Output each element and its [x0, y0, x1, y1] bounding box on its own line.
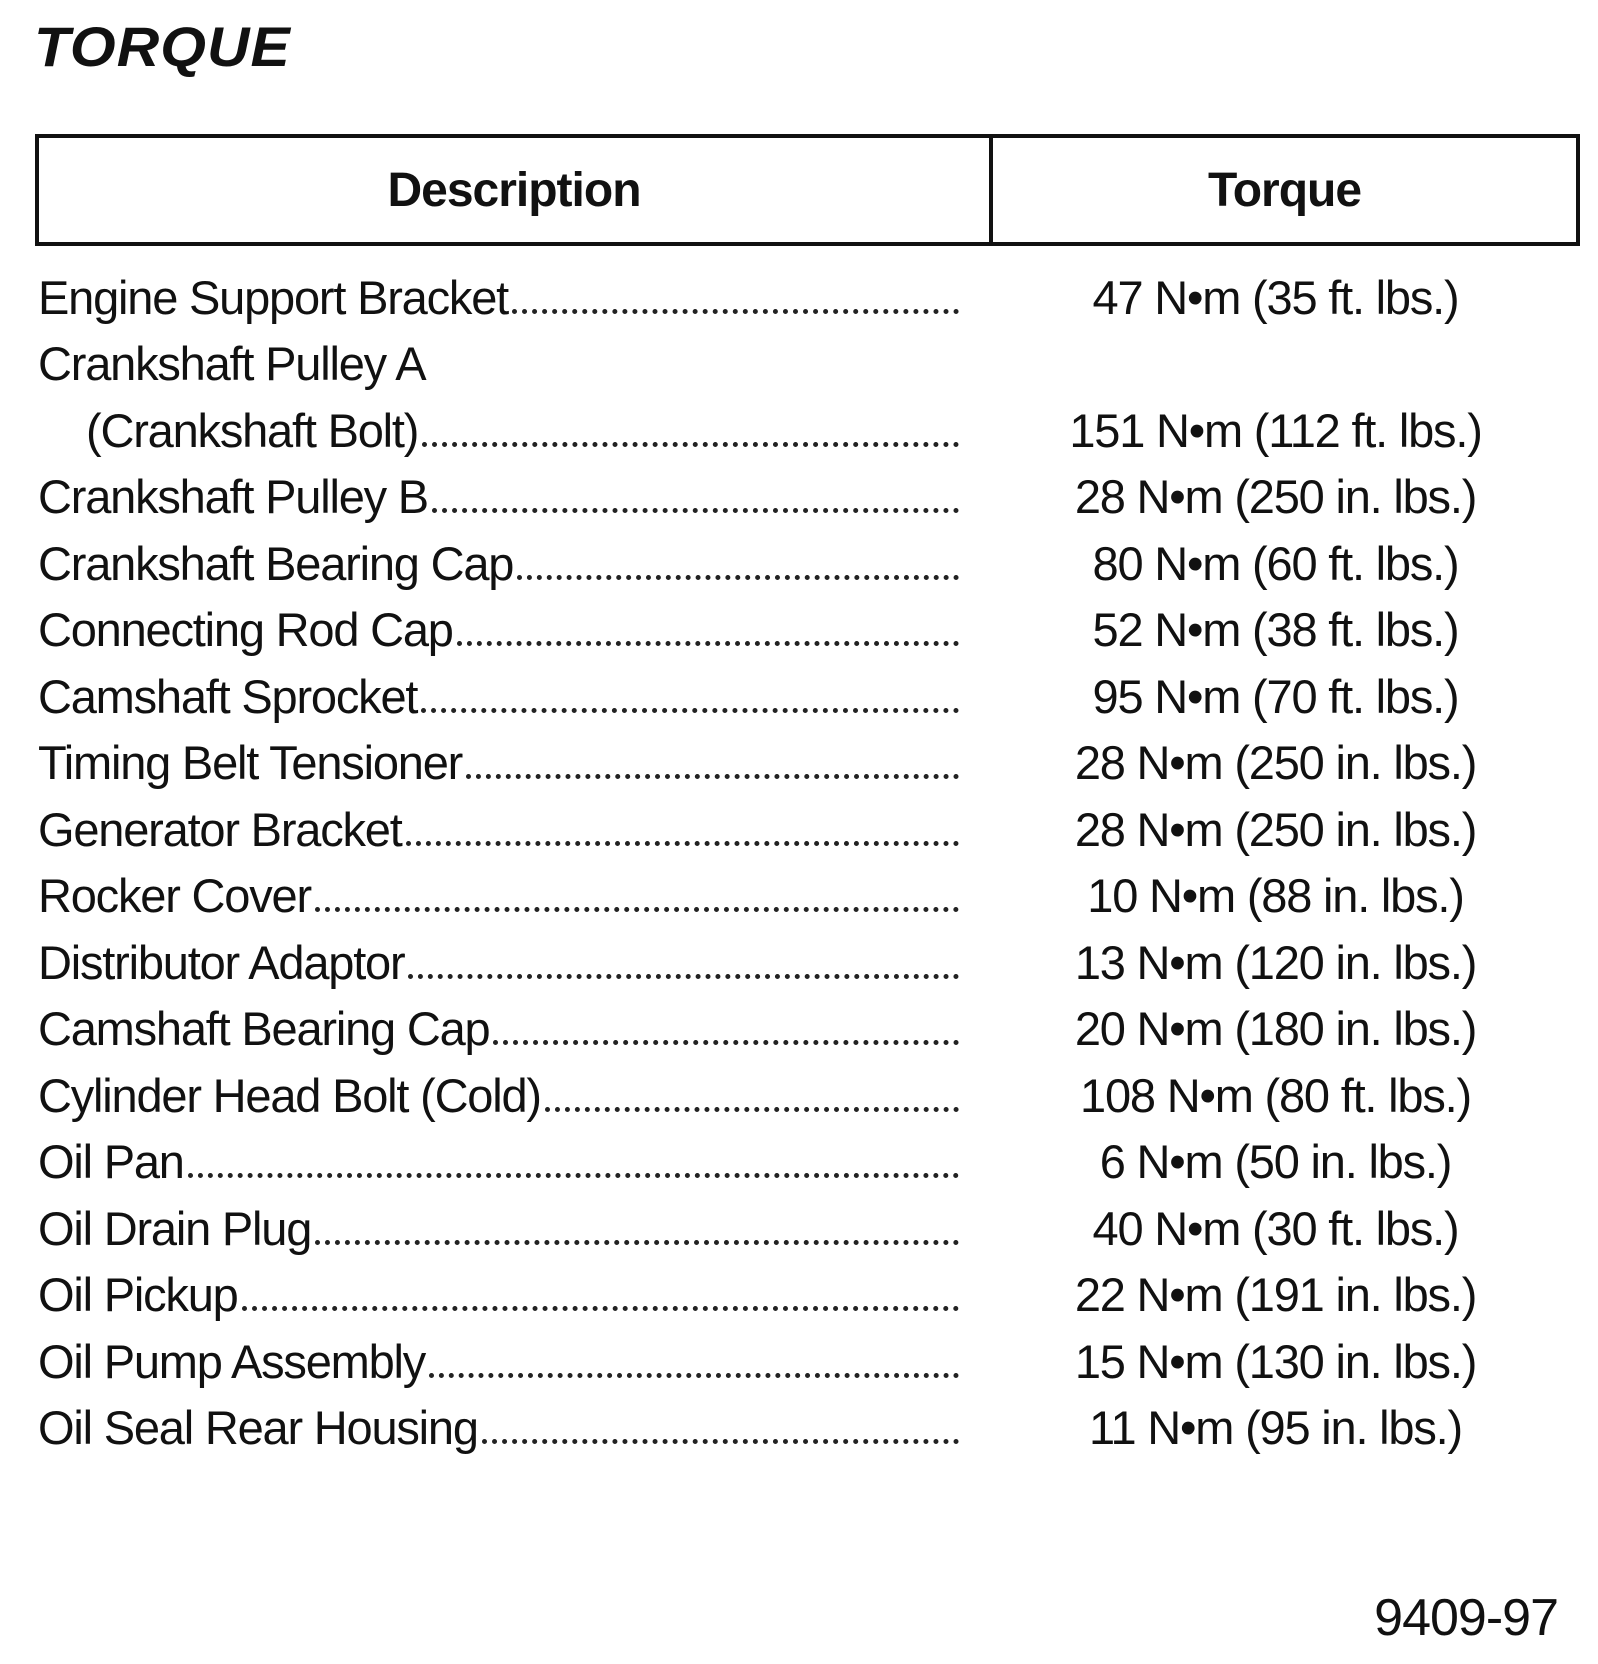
row-torque: 28 N•m (250 in. lbs.) [1074, 736, 1477, 790]
torque-table-body [38, 264, 1578, 1461]
dot-leader [482, 1439, 959, 1444]
table-row [38, 597, 1578, 664]
row-description: Camshaft Sprocket [38, 669, 418, 723]
row-description: Oil Pickup [38, 1268, 238, 1322]
table-row [38, 730, 1578, 797]
table-row [38, 530, 1578, 597]
row-description-cell [38, 536, 963, 591]
row-description-cell [38, 802, 963, 857]
row-description: Oil Drain Plug [38, 1201, 312, 1255]
row-torque: 108 N•m (80 ft. lbs.) [1080, 1068, 1471, 1122]
table-row [38, 1262, 1578, 1329]
row-torque: 40 N•m (30 ft. lbs.) [1092, 1201, 1459, 1255]
row-description: Crankshaft Pulley B [38, 470, 428, 524]
row-description: Crankshaft Pulley A [38, 337, 426, 391]
dot-leader [242, 1306, 959, 1311]
table-row [38, 464, 1578, 531]
row-description: Rocker Cover [38, 869, 311, 923]
row-torque: 47 N•m (35 ft. lbs.) [1092, 270, 1459, 324]
table-row [38, 996, 1578, 1063]
row-torque: 13 N•m (120 in. lbs.) [1074, 935, 1477, 989]
row-description-cell [38, 403, 963, 458]
row-description-cell [38, 1400, 963, 1455]
table-row [38, 1195, 1578, 1262]
row-description: Timing Belt Tensioner [38, 736, 463, 790]
dot-leader [406, 841, 959, 846]
table-row [38, 1062, 1578, 1129]
row-torque: 11 N•m (95 in. lbs.) [1089, 1401, 1462, 1455]
table-row [38, 1328, 1578, 1395]
row-description-cell [38, 1267, 963, 1322]
table-row [38, 929, 1578, 996]
row-description: Connecting Rod Cap [38, 603, 453, 657]
dot-leader [429, 1373, 959, 1378]
table-row [38, 863, 1578, 930]
row-description-cell [38, 1134, 963, 1189]
table-header [35, 134, 1580, 246]
row-torque: 80 N•m (60 ft. lbs.) [1092, 536, 1459, 590]
row-torque: 28 N•m (250 in. lbs.) [1074, 802, 1477, 856]
page-title: TORQUE [34, 15, 291, 78]
column-header-torque: Torque [1207, 163, 1362, 217]
row-torque: 22 N•m (191 in. lbs.) [1074, 1268, 1477, 1322]
row-description: Engine Support Bracket [38, 270, 509, 324]
row-description-cell [38, 735, 963, 790]
row-description-cell [38, 1334, 963, 1389]
dot-leader [493, 1040, 959, 1045]
dot-leader [315, 907, 959, 912]
dot-leader [512, 309, 959, 314]
row-description: Distributor Adaptor [38, 935, 405, 989]
row-description: Oil Seal Rear Housing [38, 1401, 478, 1455]
dot-leader [517, 575, 959, 580]
dot-leader [422, 442, 959, 447]
row-description-cell [38, 1001, 963, 1056]
row-torque: 52 N•m (38 ft. lbs.) [1092, 603, 1459, 657]
row-torque: 151 N•m (112 ft. lbs.) [1069, 403, 1482, 457]
dot-leader [421, 708, 959, 713]
dot-leader [457, 641, 959, 646]
table-row [38, 264, 1578, 331]
row-description-cell [38, 336, 963, 391]
figure-id: 9409-97 [1374, 1589, 1558, 1647]
dot-leader [408, 974, 959, 979]
dot-leader [545, 1107, 959, 1112]
dot-leader [315, 1240, 959, 1245]
row-description: Camshaft Bearing Cap [38, 1002, 490, 1056]
row-description-cell [38, 602, 963, 657]
row-torque: 28 N•m (250 in. lbs.) [1074, 470, 1477, 524]
row-description-cell [38, 935, 963, 990]
row-torque: 6 N•m (50 in. lbs.) [1099, 1135, 1452, 1189]
row-torque: 10 N•m (88 in. lbs.) [1087, 869, 1464, 923]
table-row [38, 796, 1578, 863]
row-description-cell [38, 1068, 963, 1123]
row-description: Generator Bracket [38, 802, 402, 856]
table-row [38, 331, 1578, 398]
table-row [38, 1129, 1578, 1196]
column-header-description: Description [39, 138, 993, 242]
row-description: Oil Pan [38, 1135, 184, 1189]
dot-leader [188, 1173, 959, 1178]
row-torque: 95 N•m (70 ft. lbs.) [1092, 669, 1459, 723]
row-description-cell [38, 270, 963, 325]
row-torque: 15 N•m (130 in. lbs.) [1074, 1334, 1477, 1388]
row-description-cell [38, 669, 963, 724]
row-description: (Crankshaft Bolt) [86, 403, 419, 457]
row-torque: 20 N•m (180 in. lbs.) [1074, 1002, 1477, 1056]
dot-leader [432, 508, 959, 513]
table-row [38, 1395, 1578, 1462]
table-row [38, 397, 1578, 464]
row-description: Cylinder Head Bolt (Cold) [38, 1068, 541, 1122]
table-row [38, 663, 1578, 730]
row-description: Oil Pump Assembly [38, 1334, 426, 1388]
row-description-cell [38, 868, 963, 923]
row-description-cell [38, 1201, 963, 1256]
dot-leader [466, 774, 959, 779]
row-description-cell [38, 469, 963, 524]
row-description: Crankshaft Bearing Cap [38, 536, 514, 590]
